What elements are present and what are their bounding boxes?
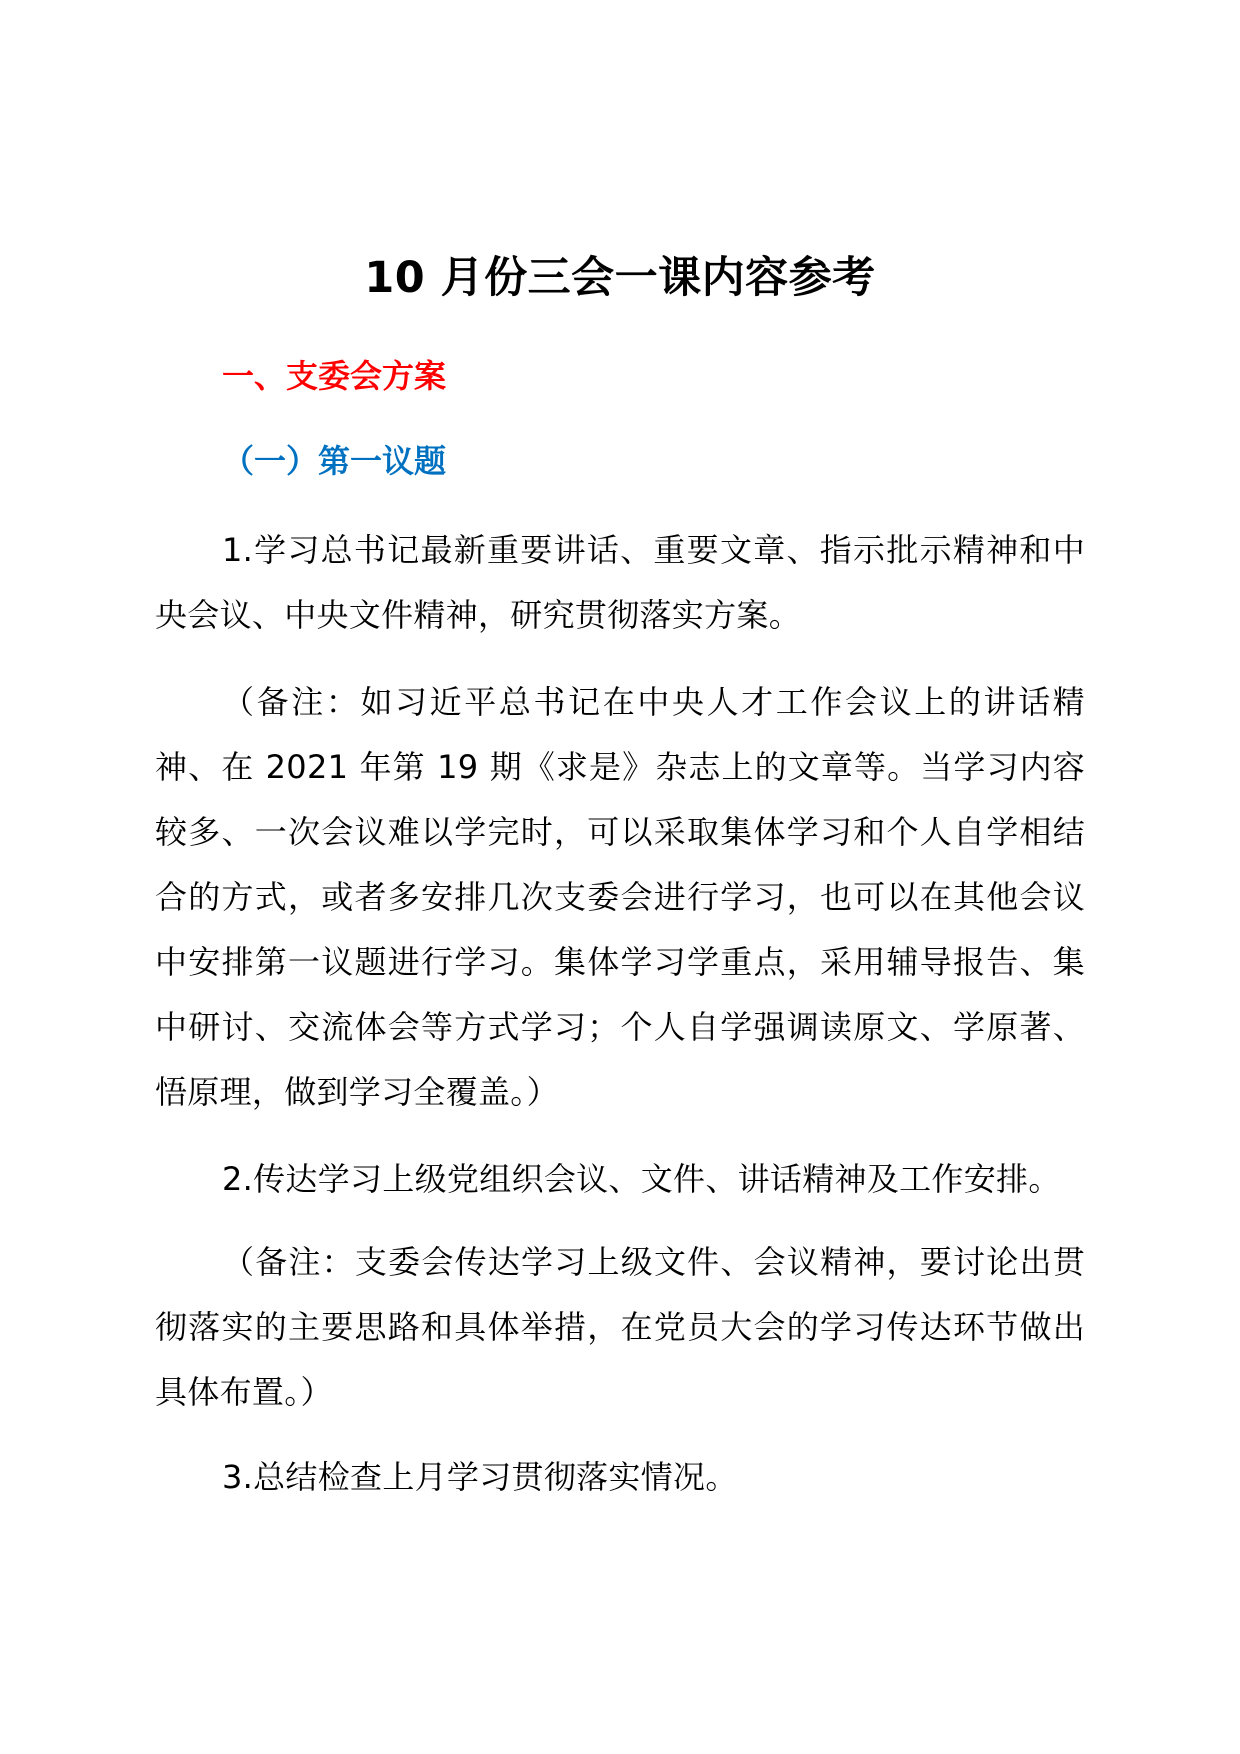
paragraph-item-3: 3.总结检查上月学习贯彻落实情况。 bbox=[222, 1458, 738, 1496]
document-title: 10 月份三会一课内容参考 bbox=[364, 253, 876, 303]
paragraph-item-2: 2.传达学习上级党组织会议、文件、讲话精神及工作安排。 bbox=[222, 1160, 1061, 1198]
paragraph-item-1: 1.学习总书记最新重要讲话、重要文章、指示批示精神和中央会议、中央文件精神，研究贯彻落实方案。 bbox=[155, 531, 1085, 634]
paragraph-note-2: （备注：支委会传达学习上级文件、会议精神，要讨论出贯彻落实的主要思路和具体举措，在党员大会的学习传达环节做出具体布置。） bbox=[155, 1243, 1085, 1411]
subsection-heading-first-topic: （一）第一议题 bbox=[222, 442, 447, 480]
paragraph-note-1: （备注：如习近平总书记在中央人才工作会议上的讲话精神、在 2021 年第 19 期《求是》杂志上的文章等。当学习内容较多、一次会议难以学完时，可以采取集体学习和个人自学相结合的方式，或者多安排几次支委会进行学习，也可以在其他会议中安排第一议题进行学习。集体学习学重点，采用辅导报告、集中研讨、交流体会等方式学习；个人自学强调读原文、学原著、悟原理，做到学习全覆盖。） bbox=[155, 683, 1085, 1111]
section-heading-branch-committee: 一、支委会方案 bbox=[222, 357, 447, 395]
